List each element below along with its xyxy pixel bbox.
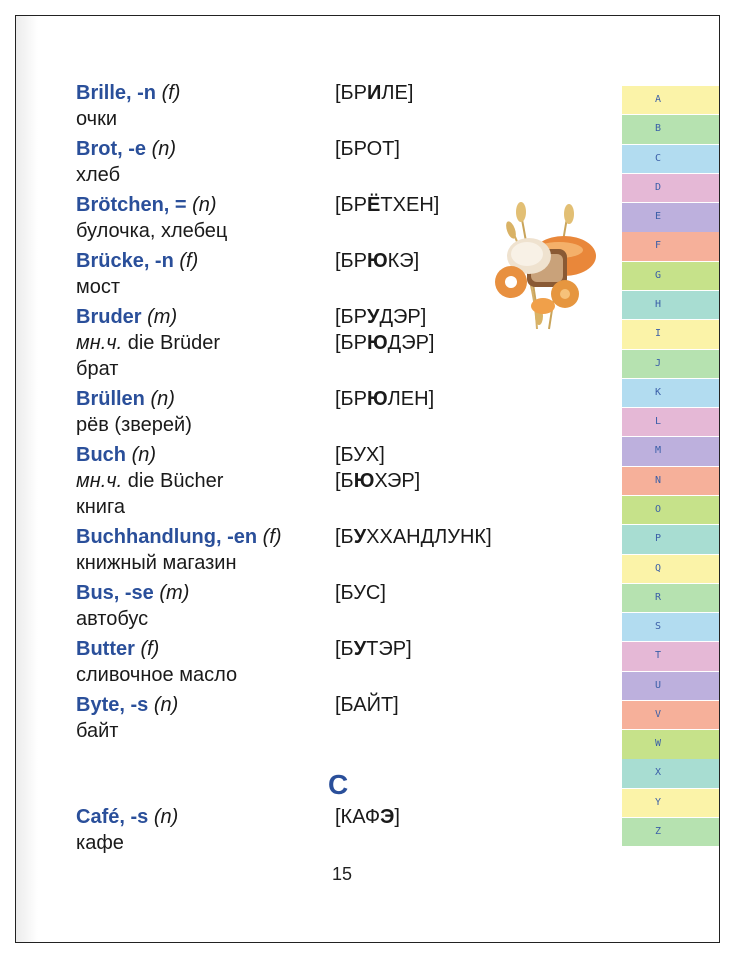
plural-pronunciation: [БЮХЭР] (335, 470, 421, 492)
dictionary-entry (76, 386, 546, 438)
entry-translation: книжный магазин (76, 552, 237, 574)
entry-word: Bus, -se (76, 582, 154, 604)
entry-translation: хлеб (76, 164, 121, 186)
entry-gender: (n) (150, 388, 175, 410)
entry-pronunciation: [БУХХАНДЛУНК] (335, 526, 492, 548)
plural-label: мн.ч. (76, 470, 123, 492)
alphabet-tab-b[interactable]: B (622, 115, 720, 143)
entry-pronunciation: [БАЙТ] (335, 694, 399, 716)
entry-headline (76, 636, 546, 662)
entry-gender: (m) (147, 306, 178, 328)
entry-plural (76, 468, 546, 494)
entry-pronunciation: [БУХ] (335, 444, 385, 466)
entry-word: Brücke, -n (76, 250, 174, 272)
entry-word: Brüllen (76, 388, 145, 410)
alphabet-tab-d[interactable]: D (622, 174, 720, 202)
entry-translation: рёв (зверей) (76, 414, 192, 436)
entry-headline (76, 80, 546, 106)
alphabet-tab-c[interactable]: C (622, 145, 720, 173)
entry-translation: мост (76, 276, 121, 298)
entry-headline (76, 524, 546, 550)
dictionary-entry (76, 636, 546, 688)
alphabet-tab-t[interactable]: T (622, 642, 720, 670)
section-letter-heading: C (328, 769, 349, 800)
entry-plural (76, 330, 546, 356)
entry-gender: (n) (131, 444, 157, 466)
entry-headline (76, 692, 546, 718)
alphabet-tab-x[interactable]: X (622, 759, 720, 787)
dictionary-entry (76, 304, 546, 382)
entry-word: Bruder (76, 306, 142, 328)
entry-headline (76, 248, 546, 274)
entry-gender: (f) (262, 526, 282, 548)
entry-translation: автобус (76, 608, 149, 630)
entry-gender: (n) (153, 806, 179, 828)
entry-headline (76, 136, 546, 162)
plural-form: die Brüder (122, 332, 221, 354)
entry-word: Byte, -s (76, 694, 149, 716)
entry-pronunciation: [КАФЭ] (335, 806, 400, 828)
entry-headline (76, 304, 546, 330)
alphabet-tab-r[interactable]: R (622, 584, 720, 612)
alphabet-tab-q[interactable]: Q (622, 555, 720, 583)
alphabet-tab-w[interactable]: W (622, 730, 720, 758)
alphabet-tab-v[interactable]: V (622, 701, 720, 729)
alphabet-tab-n[interactable]: N (622, 467, 720, 495)
alphabet-tab-l[interactable]: L (622, 408, 720, 436)
dictionary-entry (76, 442, 546, 520)
alphabet-tab-y[interactable]: Y (622, 789, 720, 817)
page-number: 15 (332, 864, 353, 884)
dictionary-entry (76, 804, 546, 856)
alphabet-tab-i[interactable]: I (622, 320, 720, 348)
dictionary-entry (76, 524, 546, 576)
entry-word: Café, -s (76, 806, 149, 828)
entry-translation: булочка, хлебец (76, 220, 228, 242)
entry-word: Buchhandlung, -en (76, 526, 258, 548)
dictionary-entry (76, 80, 546, 132)
entry-pronunciation: [БРЮЛЕН] (335, 388, 435, 410)
entry-gender: (f) (140, 638, 160, 660)
entry-translation: книга (76, 496, 125, 518)
entry-word: Brötchen, = (76, 194, 187, 216)
alphabet-tab-e[interactable]: E (622, 203, 720, 231)
alphabet-tab-u[interactable]: U (622, 672, 720, 700)
entry-gender: (n) (153, 694, 179, 716)
entry-translation: байт (76, 720, 119, 742)
entry-word: Brille, -n (76, 82, 157, 104)
entry-headline (76, 580, 546, 606)
dictionary-entry (76, 580, 546, 632)
entry-word: Brot, -e (76, 138, 146, 160)
entry-gender: (f) (179, 250, 199, 272)
entry-pronunciation: [БУС] (335, 582, 386, 604)
alphabet-index (622, 86, 720, 847)
dictionary-entry (76, 248, 546, 300)
alphabet-tab-z[interactable]: Z (622, 818, 720, 846)
entry-translation: сливочное масло (76, 664, 238, 686)
entry-pronunciation: [БРИЛЕ] (335, 82, 414, 104)
alphabet-tab-o[interactable]: O (622, 496, 720, 524)
entry-translation: очки (76, 108, 118, 130)
entry-gender: (m) (159, 582, 190, 604)
alphabet-tab-k[interactable]: K (622, 379, 720, 407)
entry-pronunciation: [БРОТ] (335, 138, 400, 160)
entry-word: Butter (76, 638, 135, 660)
plural-pronunciation: [БРЮДЭР] (335, 332, 435, 354)
entry-gender: (n) (192, 194, 217, 216)
entry-gender: (n) (151, 138, 177, 160)
bread-pastry-illustration-icon (489, 194, 601, 334)
dictionary-entry (76, 192, 546, 244)
entry-translation: брат (76, 358, 119, 380)
alphabet-tab-j[interactable]: J (622, 350, 720, 378)
entry-headline (76, 386, 546, 412)
alphabet-tab-s[interactable]: S (622, 613, 720, 641)
entry-list (76, 80, 546, 860)
alphabet-tab-m[interactable]: M (622, 437, 720, 465)
entry-pronunciation: [БУТЭР] (335, 638, 412, 660)
entry-gender: (f) (161, 82, 181, 104)
entry-word: Buch (76, 444, 126, 466)
alphabet-tab-g[interactable]: G (622, 262, 720, 290)
entry-headline (76, 804, 546, 830)
roll (531, 298, 555, 314)
dictionary-entry (76, 692, 546, 744)
entry-pronunciation: [БРЮКЭ] (335, 250, 420, 272)
plural-label: мн.ч. (76, 332, 123, 354)
entry-pronunciation: [БРУДЭР] (335, 306, 427, 328)
entry-headline (76, 442, 546, 468)
entry-translation: кафе (76, 832, 124, 854)
entry-headline (76, 192, 546, 218)
dictionary-page (15, 15, 720, 943)
plural-form: die Bücher (122, 470, 224, 492)
alphabet-tab-p[interactable]: P (622, 525, 720, 553)
alphabet-tab-a[interactable]: A (622, 86, 720, 114)
entry-pronunciation: [БРЁТХЕН] (335, 194, 440, 216)
alphabet-tab-f[interactable]: F (622, 232, 720, 260)
alphabet-tab-h[interactable]: H (622, 291, 720, 319)
dictionary-entry (76, 136, 546, 188)
